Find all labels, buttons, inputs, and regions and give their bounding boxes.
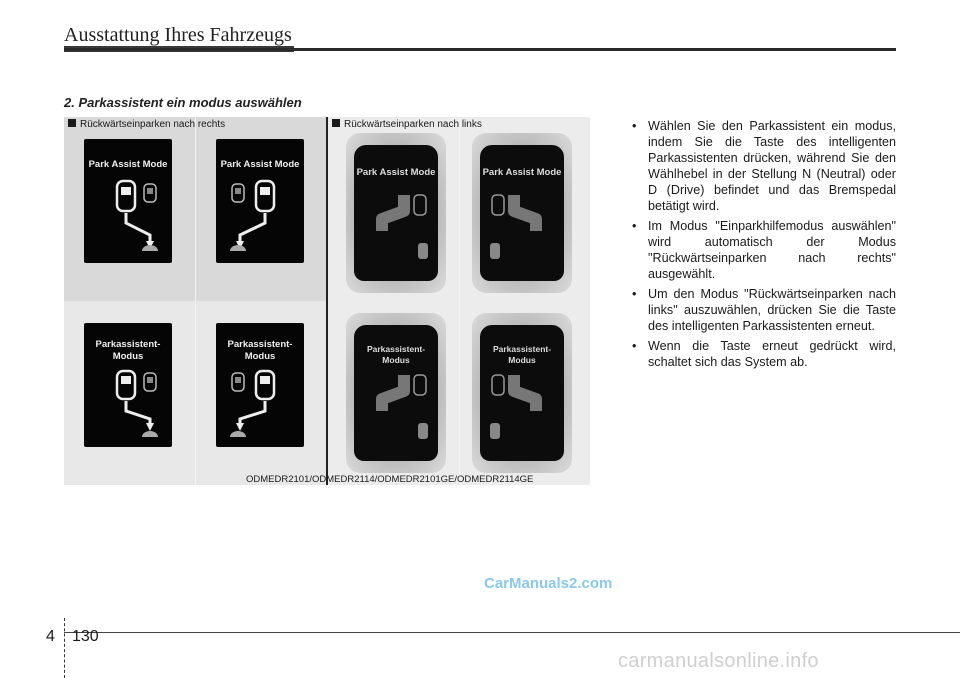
figure — [64, 117, 590, 485]
footer-divider — [64, 618, 65, 678]
car-arrow-left-icon — [346, 133, 446, 293]
screen-title-line1: Parkassistent- — [492, 344, 552, 354]
watermark-carmanuals[interactable]: CarManuals2.com — [484, 575, 613, 592]
panel-label-left — [68, 119, 225, 130]
panel-right — [328, 117, 590, 485]
instruction-item: • Wählen Sie den Parkassistent ein modus, indem Sie die Taste des intelligenten Parkassistenten drücken, während Sie den Wählhebel in der Stellung N (Neutral) oder D (Drive) befindet und das Bremspedal betätigt wird. — [632, 118, 896, 214]
panel-label-right-text: Rückwärtseinparken nach links — [344, 119, 482, 130]
footer-chapter: 4 — [46, 628, 55, 645]
screen-park-assist-right-2 — [216, 139, 304, 263]
header-rule — [64, 48, 896, 51]
car-arrow-left-icon — [216, 139, 304, 263]
screen-title-line2: Modus — [382, 355, 410, 365]
footer-rule — [64, 632, 960, 633]
instruction-item: • Wenn die Taste erneut gedrückt wird, schaltet sich das System ab. — [632, 338, 896, 370]
instruction-item: • Im Modus "Einparkhilfemodus auswählen" wird automatisch der Modus "Rückwärtseinparken nach rechts" ausgewählt. — [632, 218, 896, 282]
screen-title-line2: Modus — [508, 355, 536, 365]
ghost-frame-top-left — [346, 133, 446, 293]
ghost-frame-top-right — [472, 133, 572, 293]
screen-parkassistent-right-1 — [84, 323, 172, 447]
car-arrow-left-icon — [346, 313, 446, 473]
screen-title-line1: Parkassistent- — [95, 339, 161, 350]
screen-title-line2: Modus — [112, 351, 144, 362]
screen-title: Park Assist Mode — [356, 167, 436, 178]
screen-title-line2: Modus — [244, 351, 276, 362]
screen-parkassistent-right-2 — [216, 323, 304, 447]
instruction-item: • Um den Modus "Rückwärtseinparken nach links" auszuwählen, drücken Sie die Taste des intelligenten Parkassistenten erneut. — [632, 286, 896, 334]
footer-page-number: 130 — [72, 628, 99, 645]
car-arrow-right-icon — [84, 139, 172, 263]
panel-left — [64, 117, 326, 485]
car-arrow-right-icon — [472, 313, 572, 473]
screen-title-line1: Parkassistent- — [227, 339, 293, 350]
square-bullet-icon — [332, 119, 340, 127]
car-arrow-left-icon — [216, 323, 304, 447]
panel-label-left-text: Rückwärtseinparken nach rechts — [80, 119, 226, 130]
panel-label-right — [332, 119, 482, 130]
screen-title-line1: Parkassistent- — [366, 344, 426, 354]
ghost-frame-bottom-right — [472, 313, 572, 473]
section-title: 2. Parkassistent ein modus auswählen — [64, 95, 302, 110]
ghost-frame-bottom-left — [346, 313, 446, 473]
car-arrow-right-icon — [472, 133, 572, 293]
figure-caption: ODMEDR2101/ODMEDR2114/ODMEDR2101GE/ODMEDR2114GE — [246, 474, 534, 485]
screen-title: Park Assist Mode — [88, 159, 168, 170]
car-arrow-right-icon — [84, 323, 172, 447]
cell-separator — [459, 117, 460, 485]
screen-park-assist-right-1 — [84, 139, 172, 263]
cell-separator — [195, 117, 196, 485]
instruction-list — [632, 118, 896, 374]
watermark-carmanualsonline[interactable]: carmanualsonline.info — [618, 650, 819, 672]
screen-title: Park Assist Mode — [220, 159, 300, 170]
screen-title: Park Assist Mode — [482, 167, 562, 178]
square-bullet-icon — [68, 119, 76, 127]
header-title: Ausstattung Ihres Fahrzeugs — [64, 24, 292, 46]
